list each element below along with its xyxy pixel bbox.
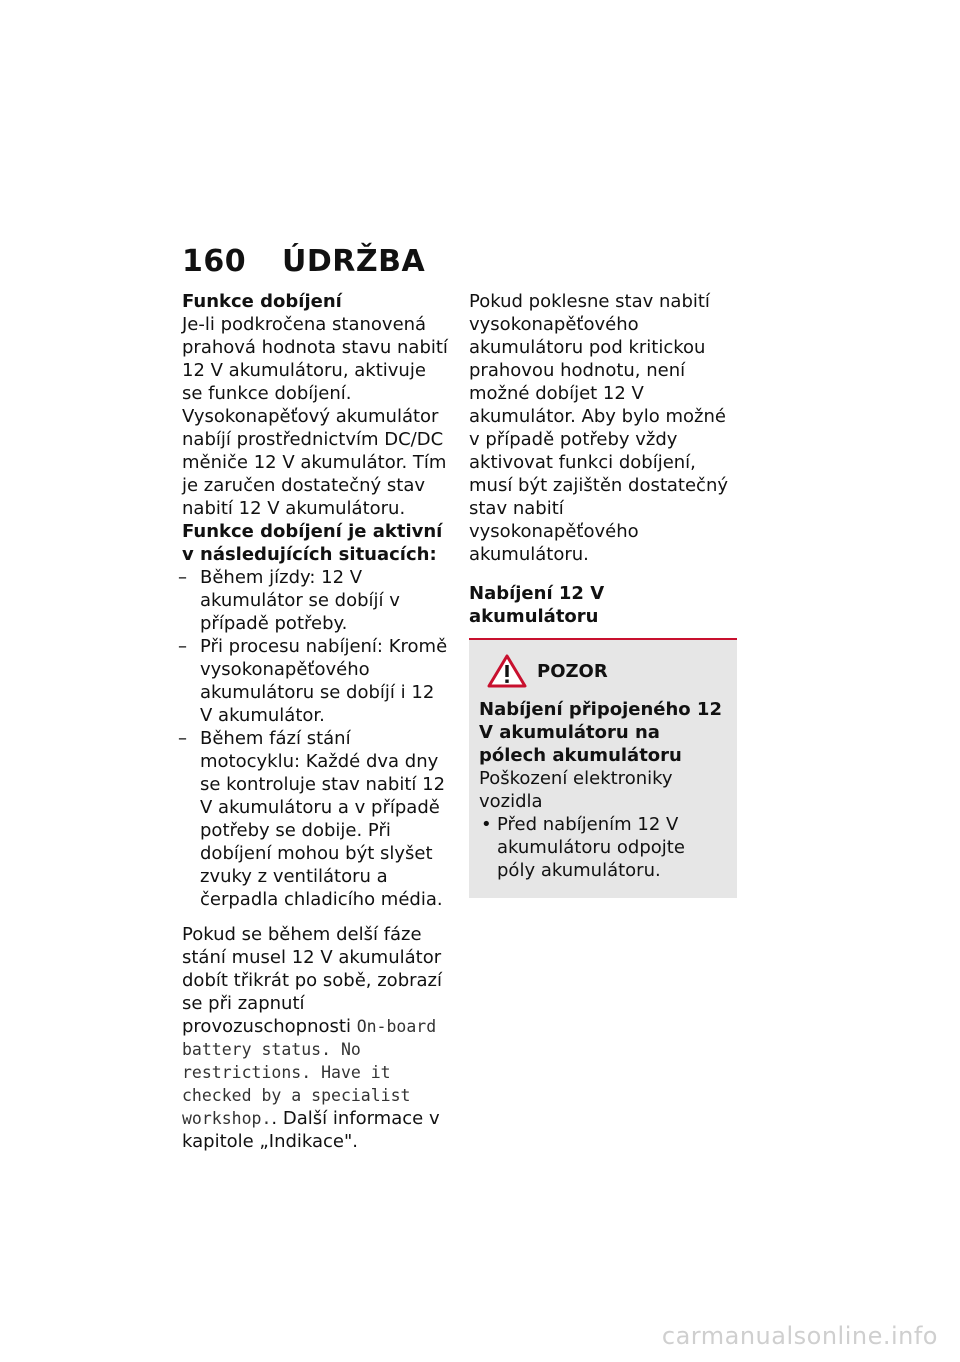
list-item: • Před nabíjením 12 V akumulátoru odpojte póly akumulátoru. <box>479 813 727 882</box>
list-item: – Při procesu nabíjení: Kromě vysokonapěťového akumulátoru se dobíjí i 12 V akumulátor. <box>182 635 450 727</box>
warning-header <box>487 654 727 688</box>
section-title: Nabíjení 12 V akumulátoru <box>469 582 737 640</box>
warning-bullets <box>479 813 727 882</box>
situations-list <box>182 566 450 911</box>
warning-title: POZOR <box>537 660 608 682</box>
chapter-title: ÚDRŽBA <box>282 244 426 279</box>
list-item: – Během jízdy: 12 V akumulátor se dobíjí v případě potřeby. <box>182 566 450 635</box>
paragraph-charging-function: Je-li podkročena stanovená prahová hodnota stavu nabití 12 V akumulátoru, aktivuje se funkce dobíjení. Vysokonapěťový akumulátor nabíjí prostřednictvím DC/DC měniče 12 V akumulátor. Tím je zaručen dostatečný stav nabití 12 V akumulátoru. <box>182 314 448 519</box>
warning-triangle-icon <box>487 654 527 688</box>
paragraph-text: Pokud se během delší fáze stání musel 12 V akumulátor dobít třikrát po sobě, zobrazí se při zapnutí provozuschopnosti <box>182 924 442 1037</box>
paragraph-end: . Další informace v kapitole „Indikace". <box>182 1108 440 1152</box>
page-header <box>182 244 425 279</box>
paragraph-display-message <box>182 923 450 1153</box>
list-item: – Během fází stání motocyklu: Každé dva dny se kontroluje stav nabití 12 V akumulátoru a v případě potřeby se dobije. Při dobíjení mohou být slyšet zvuky z ventilátoru a čerpadla chladicího média. <box>182 727 450 911</box>
heading-charging-function: Funkce dobíjení <box>182 291 342 312</box>
heading-active-situations: Funkce dobíjení je aktivní v následujících situacích: <box>182 521 443 565</box>
warning-text: Poškození elektroniky vozidla <box>479 768 673 812</box>
warning-box <box>469 640 737 898</box>
left-column <box>182 290 450 1153</box>
right-column <box>469 290 737 898</box>
display-message: On-board battery status. No restrictions. Have it checked by a specialist workshop. <box>182 1017 437 1128</box>
paragraph-low-voltage: Pokud poklesne stav nabití vysokonapěťového akumulátoru pod kritickou prahovou hodnotu, není možné dobíjet 12 V akumulátor. Aby bylo možné v případě potřeby vždy aktivovat funkci dobíjení, musí být zajištěn dostatečný stav nabití vysokonapěťového akumulátoru. <box>469 291 729 565</box>
watermark: carmanualsonline.info <box>661 1322 938 1350</box>
warning-heading: Nabíjení připojeného 12 V akumulátoru na pólech akumulátoru <box>479 699 722 766</box>
page-number: 160 <box>182 244 247 279</box>
